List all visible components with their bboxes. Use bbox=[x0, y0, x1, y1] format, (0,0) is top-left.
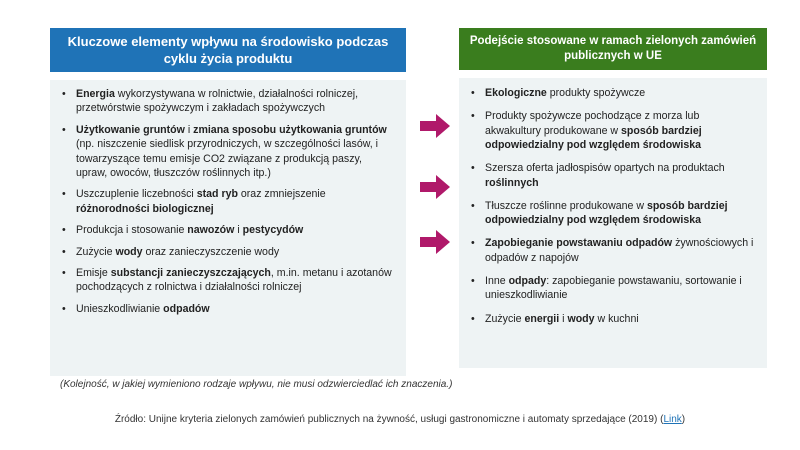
bold-text: Zapobieganie powstawaniu odpadów bbox=[485, 237, 673, 250]
bullet-icon: • bbox=[471, 110, 475, 123]
item-text: Szersza oferta jadłospisów opartych na produktach bbox=[485, 162, 725, 175]
right-list-item bbox=[469, 312, 757, 326]
item-text: oraz zmniejszenie bbox=[237, 188, 326, 201]
item-text: , m.in. metanu i azotanów pochodzących z rolnictwa i działalności rolniczej bbox=[76, 267, 392, 294]
left-list-item bbox=[60, 266, 396, 295]
right-list-item bbox=[469, 236, 757, 265]
bullet-icon: • bbox=[62, 245, 66, 258]
right-list-item bbox=[469, 274, 757, 303]
bullet-icon: • bbox=[62, 267, 66, 280]
bullet-icon: • bbox=[471, 199, 475, 212]
bold-text: odpadów bbox=[163, 302, 210, 315]
arrow-right-icon bbox=[420, 174, 450, 200]
source-close: ) bbox=[681, 414, 686, 425]
bold-text: pestycydów bbox=[242, 224, 304, 237]
left-list-item bbox=[60, 245, 396, 259]
bullet-icon: • bbox=[62, 302, 66, 315]
left-list-item bbox=[60, 187, 396, 216]
left-list-item bbox=[60, 302, 396, 316]
item-text: i bbox=[234, 224, 243, 237]
bold-text: Użytkowanie gruntów bbox=[76, 123, 185, 136]
bold-text: wody bbox=[567, 312, 595, 325]
bold-text: roślinnych bbox=[485, 176, 539, 189]
bullet-icon: • bbox=[62, 88, 66, 100]
bold-text: Energia bbox=[76, 88, 115, 100]
bold-text: Ekologiczne bbox=[485, 87, 547, 99]
bold-text: sposób bardziej odpowiedzialny pod względem środowiska bbox=[485, 124, 702, 152]
bold-text: różnorodności biologicznej bbox=[76, 202, 214, 215]
bold-text: energii bbox=[524, 312, 560, 325]
bullet-icon: • bbox=[471, 87, 475, 99]
item-text: wykorzystywana w rolnictwie, działalności rolniczej, przetwórstwie spożywczym i zakładach spożywczych bbox=[76, 88, 359, 115]
right-list bbox=[469, 86, 757, 326]
item-text: w kuchni bbox=[594, 312, 639, 325]
bold-text: sposób bardziej odpowiedzialny pod względem środowiska bbox=[485, 199, 728, 227]
left-panel-title: Kluczowe elementy wpływu na środowisko podczas cyklu życia produktu bbox=[50, 28, 406, 72]
item-text: Tłuszcze roślinne produkowane w bbox=[485, 199, 647, 212]
bold-text: zmiana sposobu użytkowania gruntów bbox=[193, 123, 387, 136]
left-list-item bbox=[60, 223, 396, 237]
left-list-item bbox=[60, 123, 396, 181]
item-text: Zużycie bbox=[76, 245, 116, 258]
bold-text: nawozów bbox=[187, 224, 235, 237]
item-text: Inne bbox=[485, 275, 509, 288]
item-text: Produkty spożywcze pochodzące z morza lub akwakultury produkowane w bbox=[485, 110, 700, 137]
bold-text: substancji zanieczyszczających bbox=[110, 267, 271, 280]
source-link[interactable]: Link bbox=[663, 414, 682, 425]
bullet-icon: • bbox=[62, 123, 66, 136]
bullet-icon: • bbox=[471, 312, 475, 325]
source-text: Źródło: Unijne kryteria zielonych zamówień publicznych na żywność, usługi gastronomiczne i automaty sprzedające (2019) ( bbox=[114, 414, 664, 425]
item-text: i bbox=[184, 123, 194, 136]
left-panel bbox=[50, 80, 406, 376]
right-list-item bbox=[469, 86, 757, 100]
item-text: produkty spożywcze bbox=[546, 87, 646, 99]
bullet-icon: • bbox=[471, 237, 475, 250]
item-text: Emisje bbox=[76, 267, 111, 280]
bullet-icon: • bbox=[62, 188, 66, 201]
right-panel-title: Podejście stosowane w ramach zielonych zamówień publicznych w UE bbox=[459, 28, 767, 70]
source-line bbox=[0, 414, 800, 425]
item-text: Uszczuplenie liczebności bbox=[76, 188, 197, 201]
bullet-icon: • bbox=[62, 224, 66, 237]
right-list-item bbox=[469, 161, 757, 190]
left-list-item bbox=[60, 87, 396, 116]
bold-text: stad ryb bbox=[196, 188, 238, 201]
item-text: (np. niszczenie siedlisk przyrodniczych, w szczególności lasów, i towarzyszące temu emisje CO2 związane z produkcją paszy, upraw, owoców, tłuszczów roślinnych itp.) bbox=[76, 138, 379, 180]
left-list bbox=[60, 87, 396, 316]
item-text: i bbox=[559, 312, 568, 325]
arrow-right-icon bbox=[420, 229, 450, 255]
bullet-icon: • bbox=[471, 275, 475, 288]
item-text: Zużycie bbox=[485, 312, 525, 325]
item-text: żywnościowych i odpadów z napojów bbox=[485, 237, 754, 264]
right-list-item bbox=[469, 109, 757, 152]
order-note: (Kolejność, w jakiej wymieniono rodzaje wpływu, nie musi odzwierciedlać ich znaczenia.) bbox=[60, 379, 453, 390]
bullet-icon: • bbox=[471, 162, 475, 175]
right-list-item bbox=[469, 199, 757, 228]
item-text: oraz zanieczyszczenie wody bbox=[142, 245, 280, 258]
bold-text: odpady bbox=[508, 275, 547, 288]
item-text: : zapobieganie powstawaniu, sortowanie i unieszkodliwianie bbox=[485, 275, 742, 302]
item-text: Produkcja i stosowanie bbox=[76, 224, 188, 237]
right-panel bbox=[459, 78, 767, 368]
bold-text: wody bbox=[115, 245, 143, 258]
arrow-right-icon bbox=[420, 113, 450, 139]
item-text: Unieszkodliwianie bbox=[76, 302, 164, 315]
